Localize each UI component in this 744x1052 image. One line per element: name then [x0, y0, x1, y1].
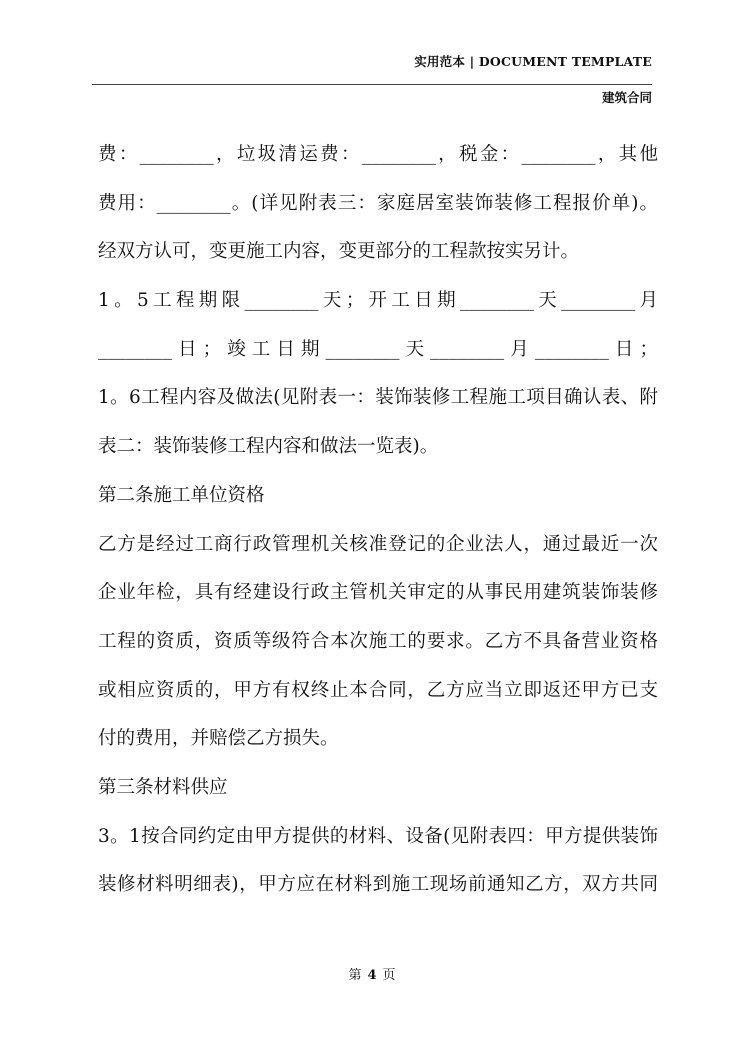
contract-body: [98, 137, 658, 916]
body-line: 装修材料明细表)，甲方应在材料到施工现场前通知乙方，双方共同: [98, 874, 658, 896]
page-label-suffix: 页: [382, 968, 396, 983]
body-line: 1。5工程期限________天；开工日期________天________月: [98, 290, 658, 312]
page-number: 4: [367, 968, 377, 983]
header-divider: [92, 84, 652, 85]
section-heading: 第三条材料供应: [98, 776, 228, 798]
body-line: 1。6工程内容及做法(见附表一：装饰装修工程施工项目确认表、附: [98, 387, 658, 409]
body-line: 费：________，垃圾清运费：________，税金：________，其他: [98, 144, 658, 165]
body-line: 付的费用，并赔偿乙方损失。: [98, 728, 339, 750]
body-line: 经双方认可，变更施工内容，变更部分的工程款按实另计。: [98, 241, 580, 263]
page-label-prefix: 第: [348, 968, 362, 983]
body-line: 或相应资质的，甲方有权终止本合同，乙方应当立即返还甲方已支: [98, 679, 658, 701]
body-line: 表二：装饰装修工程内容和做法一览表)。: [98, 436, 439, 458]
body-line: 3。1按合同约定由甲方提供的材料、设备(见附表四：甲方提供装饰: [98, 825, 658, 847]
header-title: 实用范本 | DOCUMENT TEMPLATE: [414, 54, 652, 69]
page-footer: [0, 964, 744, 983]
header-subtitle: 建筑合同: [601, 90, 652, 105]
body-line: 企业年检，具有经建设行政主管机关审定的从事民用建筑装饰装修: [98, 582, 658, 604]
body-line: 工程的资质，资质等级符合本次施工的要求。乙方不具备营业资格: [98, 630, 658, 652]
body-line: 费用：________。(详见附表三：家庭居室装饰装修工程报价单)。: [98, 192, 658, 214]
body-line: 乙方是经过工商行政管理机关核准登记的企业法人，通过最近一次: [98, 533, 658, 555]
section-heading: 第二条施工单位资格: [98, 484, 265, 506]
body-line: ________日；竣工日期________天________月________日；: [98, 338, 658, 360]
